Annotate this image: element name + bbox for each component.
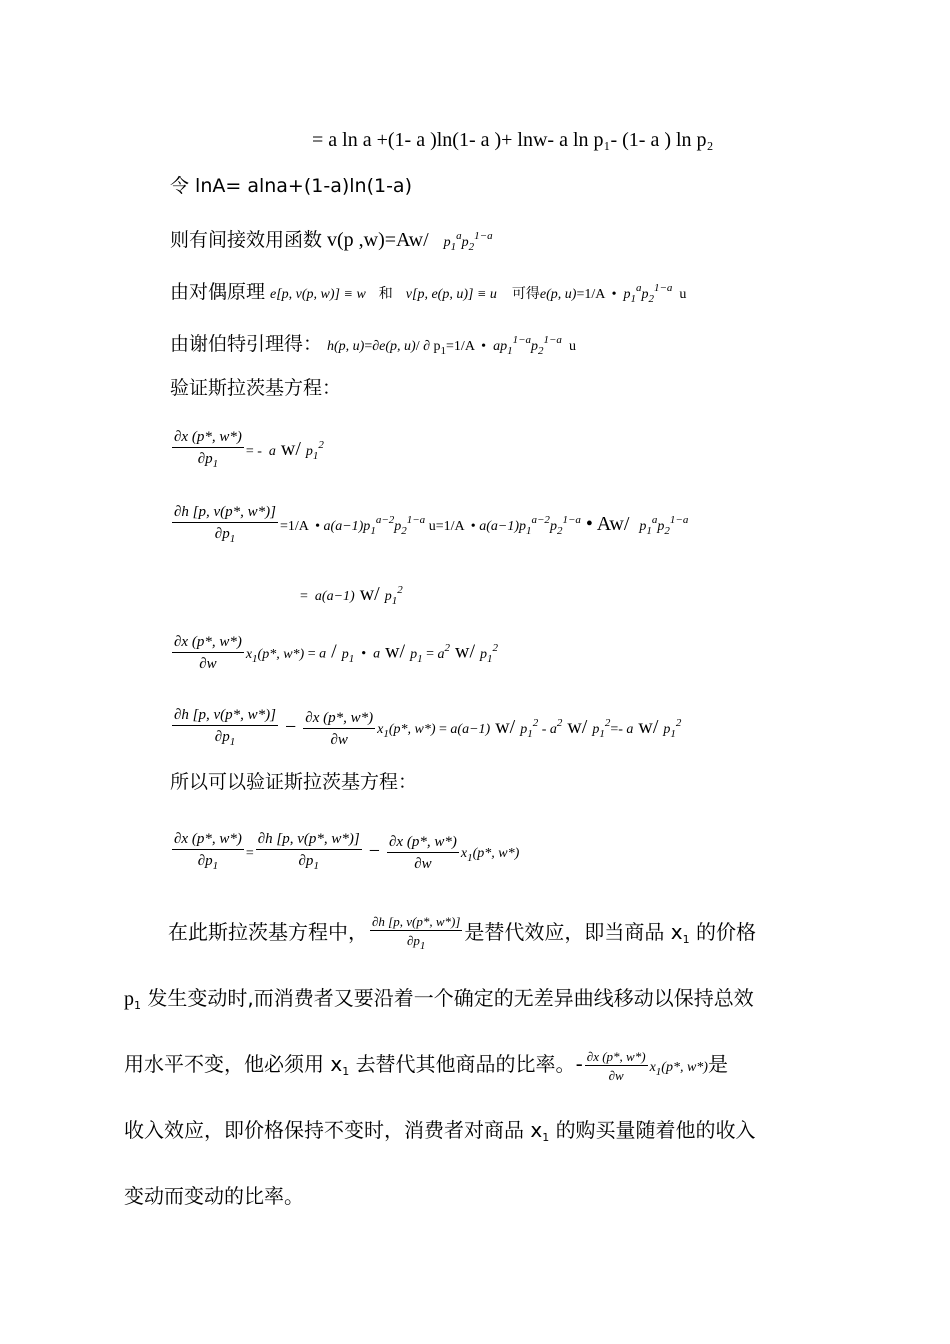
indirect-utility-expr: v(p ,w)=Aw/ [327, 229, 429, 251]
para-line-4: 收入效应，即价格保持不变时，消费者对商品 $x_1$ 的购买量随着他的收入 [124, 1118, 756, 1144]
para-line-2: $p_1$ 发生变动时,而消费者又要沿着一个确定的无差异曲线移动以保持总效 [124, 986, 754, 1012]
explanation-paragraph [124, 903, 828, 1225]
para-line-5: 变动而变动的比率。 [124, 1184, 304, 1208]
let-lnA-line: 令 lnA= alna+(1-a)ln(1-a) [170, 175, 412, 197]
duality-label: 由对偶原理 [170, 281, 266, 303]
duality-line: 由对偶原理 e[p, v(p, w)] ≡ w 和 v[p, e(p, u)] ≡ u 可得e(p, u)=1/A • $p_1^ap_2^{1-a}$ u [170, 281, 687, 305]
slutsky-equation: $\frac{\partial x (p*, w*)}{\partial p_1}$ = $\frac{\partial h [p, v(p*, w*)]}{\partial p_1}$ − $\frac{\partial x (p*, w*)}{\partial w}$ $x_1(p*$, w*) [174, 831, 520, 872]
equation-log-utility: = a ln a +(1- a )ln(1- a )+ lnw- a ln p₁- (1- a ) ln p₂ [312, 129, 714, 151]
dx-dp1-equation: $\frac{\partial x (p*, w*)}{\partial p_1}$ = - a w/ $p_1^2$ [174, 429, 324, 470]
para-line-3: 用水平不变，他必须用 $x_1$ 去替代其他商品的比率。- $\frac{\partial x (p*, w*)}{\partial w}$ $x_1(p*$, w*)是 [124, 1048, 728, 1083]
dh-dp1-result: = a(a−1) w/ $p_1^2$ [300, 583, 403, 607]
indirect-utility-label: 则有间接效用函数 [170, 229, 323, 251]
duality-get: 可得 [511, 286, 540, 302]
indirect-utility-line: 则有间接效用函数 v(p ,w)=Aw/ $p_1^ap_2^{1-a}$ [170, 229, 493, 253]
verify-heading: 验证斯拉茨基方程： [170, 377, 342, 399]
slutsky-check-equation: $\frac{\partial h [p, v(p*, w*)]}{\partial p_1}$ − $\frac{\partial x (p*, w*)}{\partial w}$ $x_1(p*$, w*) = a(a−1) w/ $p_1^2 - a^2$ w/ $p_1^2=-$ a w/ $p_1^2$ [174, 707, 682, 748]
shephard-line: 由谢伯特引理得： h(p, u)=∂e(p, u)/ ∂ $p_1=1/A$ • $ap_1^{1-a}p_2^{1-a}$ u [170, 333, 576, 357]
para-line-1: 在此斯拉茨基方程中， $\frac{\partial h [p, v(p*, w*)]}{\partial p_1}$ 是替代效应，即当商品 $x_1$ 的价格 [168, 913, 756, 952]
duality-and: 和 [378, 286, 393, 302]
shephard-label: 由谢伯特引理得： [170, 333, 323, 355]
therefore-heading: 所以可以验证斯拉茨基方程： [170, 771, 418, 793]
dx-dw-equation: $\frac{\partial x (p*, w*)}{\partial w}$ $x_1(p*$, $w*) = a / p_1$ • a w/ $p_1 = a^2$ w/ $p_1^2$ [174, 634, 498, 672]
dh-dp1-equation: $\frac{\partial h [p, v(p*, w*)]}{\partial p_1}$ =1/A • $a(a-1)p_1^{a-2}p_2^{1-a}$ u=1/A • $a(a-1)p_1^{a-2}p_2^{1-a}$ • Aw/ $p_1^ap_2^{1-a}$ [174, 504, 689, 545]
